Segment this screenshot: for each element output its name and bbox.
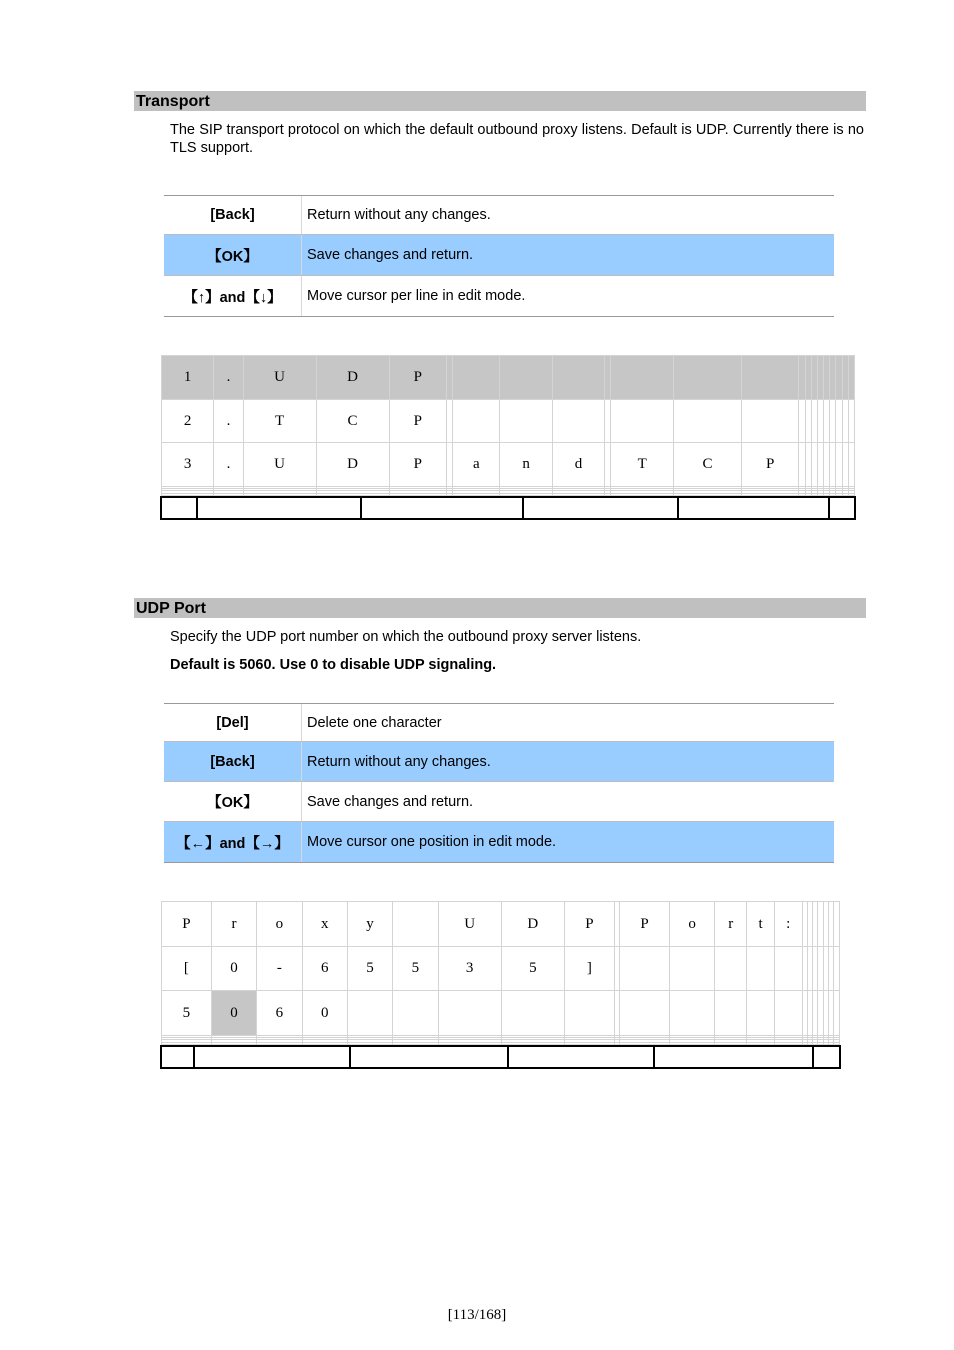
lcd-cell: 5 — [501, 946, 564, 991]
key-description: Save changes and return. — [307, 247, 474, 263]
lcd-cell — [715, 991, 747, 1036]
softkey-slot — [162, 498, 198, 518]
lcd-cell — [741, 399, 799, 443]
lcd-row — [162, 399, 855, 443]
key-label: 【↑】and【↓】 — [164, 276, 302, 316]
lcd-cell — [501, 991, 564, 1036]
lcd-cell: D — [501, 902, 564, 947]
key-description: Move cursor one position in edit mode. — [307, 834, 557, 850]
softkey-slot — [195, 1047, 351, 1067]
lcd-cell — [715, 946, 747, 991]
lcd-cell: o — [669, 902, 714, 947]
lcd-cell: . — [214, 443, 243, 487]
lcd-cell — [453, 356, 500, 400]
softkey-slot — [814, 1047, 839, 1067]
softkey-slot — [655, 1047, 814, 1067]
lcd-cell — [611, 399, 674, 443]
udp-port-default-note: Default is 5060. Use 0 to disable UDP signaling. — [170, 657, 497, 673]
lcd-cell: 0 — [211, 991, 256, 1036]
lcd-cell — [848, 443, 854, 487]
lcd-cell — [393, 991, 438, 1036]
udp-port-lcd-screen — [161, 901, 840, 1045]
lcd-cell — [347, 991, 392, 1036]
lcd-cell: 2 — [162, 399, 214, 443]
lcd-cell: 5 — [162, 991, 212, 1036]
softkey-slot — [509, 1047, 655, 1067]
lcd-cell — [620, 946, 670, 991]
key-row — [164, 276, 834, 317]
lcd-row — [162, 902, 840, 947]
lcd-cell — [834, 902, 840, 947]
lcd-cell: C — [674, 443, 742, 487]
lcd-cell: 5 — [393, 946, 438, 991]
lcd-cell: y — [347, 902, 392, 947]
lcd-cell — [669, 991, 714, 1036]
softkey-slot — [524, 498, 679, 518]
lcd-cell: P — [162, 902, 212, 947]
udp-port-key-table — [164, 703, 834, 863]
lcd-cell: 6 — [257, 991, 302, 1036]
lcd-cell: t — [747, 902, 775, 947]
lcd-row — [162, 356, 855, 400]
lcd-cell: P — [564, 902, 614, 947]
key-row — [164, 235, 834, 276]
key-row — [164, 822, 834, 863]
lcd-cell: 3 — [162, 443, 214, 487]
lcd-cell — [438, 991, 501, 1036]
udp-port-section-title: UDP Port — [134, 598, 866, 618]
key-description: Delete one character — [307, 714, 442, 731]
key-row — [164, 704, 834, 742]
transport-key-table — [164, 195, 834, 317]
transport-section-title: Transport — [134, 91, 866, 111]
lcd-cell: P — [389, 399, 447, 443]
lcd-cell: U — [438, 902, 501, 947]
softkey-slot — [162, 1047, 195, 1067]
lcd-cell — [774, 991, 802, 1036]
key-label: [Back] — [164, 742, 302, 781]
lcd-cell: ] — [564, 946, 614, 991]
lcd-cell: x — [302, 902, 347, 947]
lcd-cell: 0 — [211, 946, 256, 991]
lcd-cell: . — [214, 399, 243, 443]
lcd-cell: a — [453, 443, 500, 487]
lcd-cell: r — [715, 902, 747, 947]
lcd-cell — [552, 356, 604, 400]
lcd-cell — [674, 356, 742, 400]
udp-port-description: Specify the UDP port number on which the outbound proxy server listens. — [170, 629, 642, 645]
softkey-slot — [679, 498, 830, 518]
lcd-cell: [ — [162, 946, 212, 991]
lcd-cell: 3 — [438, 946, 501, 991]
lcd-cell — [669, 946, 714, 991]
lcd-cell: U — [243, 443, 316, 487]
softkey-slot — [351, 1047, 509, 1067]
lcd-cell — [747, 991, 775, 1036]
lcd-cell: U — [243, 356, 316, 400]
key-label: [Back] — [164, 196, 302, 234]
lcd-row — [162, 443, 855, 487]
lcd-cell: 5 — [347, 946, 392, 991]
lcd-cell — [500, 356, 552, 400]
key-row — [164, 196, 834, 235]
lcd-cell — [500, 399, 552, 443]
key-label: 【OK】 — [164, 235, 302, 275]
lcd-row — [162, 991, 840, 1036]
lcd-cell: P — [620, 902, 670, 947]
udp-port-softkey-bar — [160, 1045, 841, 1069]
transport-softkey-bar — [160, 496, 856, 520]
lcd-cell: P — [741, 443, 799, 487]
lcd-cell: D — [316, 356, 389, 400]
key-description: Move cursor per line in edit mode. — [307, 288, 526, 304]
lcd-cell: - — [257, 946, 302, 991]
lcd-cell — [564, 991, 614, 1036]
lcd-cell — [741, 356, 799, 400]
key-description: Return without any changes. — [307, 207, 491, 223]
key-label: [Del] — [164, 704, 302, 741]
key-label: 【←】and【→】 — [164, 822, 302, 862]
lcd-cell — [747, 946, 775, 991]
lcd-cell — [393, 902, 438, 947]
lcd-cell — [620, 991, 670, 1036]
lcd-cell: P — [389, 443, 447, 487]
lcd-cell — [552, 399, 604, 443]
lcd-cell — [611, 356, 674, 400]
lcd-cell: T — [611, 443, 674, 487]
key-description: Return without any changes. — [307, 753, 491, 770]
lcd-cell: D — [316, 443, 389, 487]
lcd-cell: C — [316, 399, 389, 443]
lcd-cell: 6 — [302, 946, 347, 991]
lcd-cell: P — [389, 356, 447, 400]
key-row — [164, 782, 834, 822]
lcd-cell: 0 — [302, 991, 347, 1036]
lcd-row — [162, 946, 840, 991]
lcd-cell: n — [500, 443, 552, 487]
transport-description: The SIP transport protocol on which the default outbound proxy listens. Default is UDP. Currently there is no TLS support. — [170, 122, 864, 156]
lcd-cell — [834, 991, 840, 1036]
lcd-cell: o — [257, 902, 302, 947]
lcd-cell: . — [214, 356, 243, 400]
key-description: Save changes and return. — [307, 793, 474, 810]
lcd-cell — [774, 946, 802, 991]
lcd-cell — [834, 946, 840, 991]
lcd-cell: d — [552, 443, 604, 487]
page-number: [113/168] — [447, 1307, 507, 1323]
softkey-slot — [198, 498, 362, 518]
lcd-cell — [674, 399, 742, 443]
transport-lcd-screen — [161, 355, 855, 496]
key-label: 【OK】 — [164, 782, 302, 821]
lcd-cell — [453, 399, 500, 443]
lcd-cell: 1 — [162, 356, 214, 400]
softkey-slot — [830, 498, 854, 518]
lcd-cell: : — [774, 902, 802, 947]
lcd-cell — [848, 356, 854, 400]
lcd-cell: T — [243, 399, 316, 443]
lcd-cell — [848, 399, 854, 443]
key-row — [164, 742, 834, 782]
lcd-cell: r — [211, 902, 256, 947]
softkey-slot — [362, 498, 524, 518]
